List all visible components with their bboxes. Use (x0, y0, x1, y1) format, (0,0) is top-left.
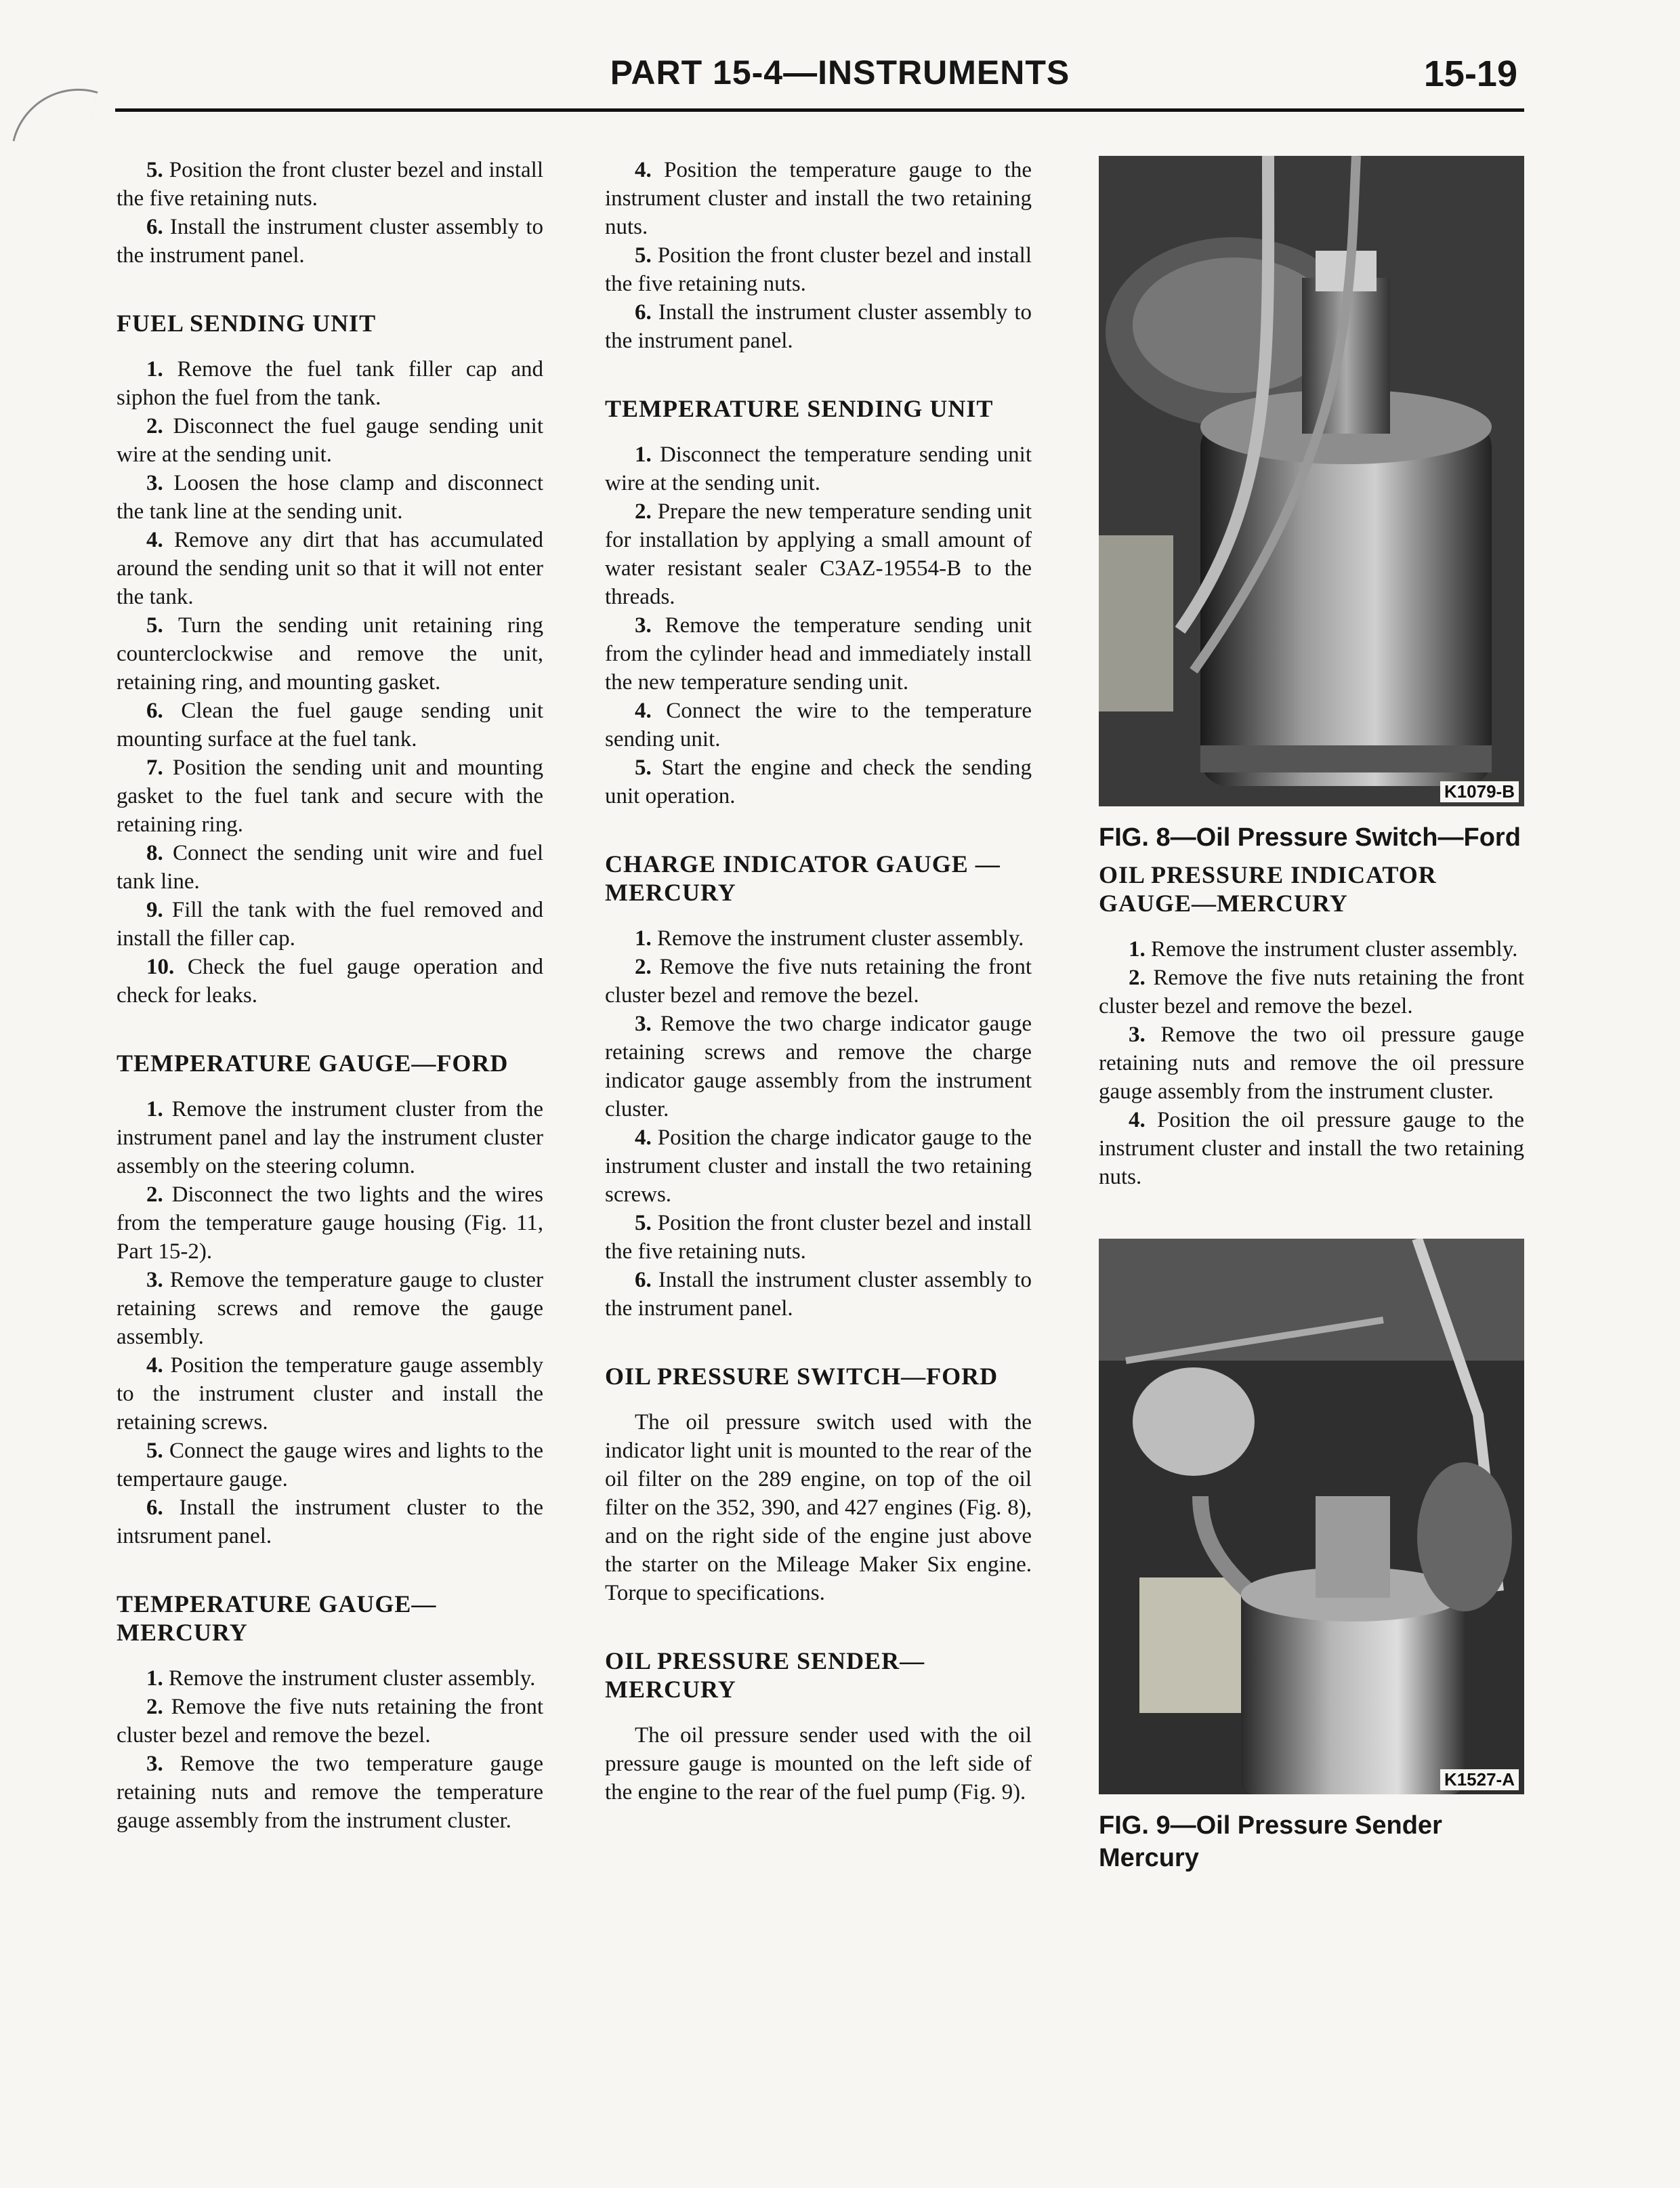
step-number: 2. (146, 1182, 172, 1207)
figure-9-caption: FIG. 9—Oil Pressure Sender Mercury (1099, 1811, 1442, 1872)
step-text: Disconnect the temperature sending unit wire at the sending unit. (605, 442, 1032, 495)
step-number: 1. (635, 442, 660, 467)
column-2 (605, 156, 1032, 1807)
step-text: Remove the temperature sending unit from the cylinder head and immediately install the new temperature sending unit. (605, 613, 1032, 695)
section-heading: TEMPERATURE GAUGE—FORD (117, 1050, 509, 1077)
oil-pressure-sender-illustration (1099, 1239, 1524, 1794)
step-number: 6. (146, 699, 182, 723)
step-number: 3. (635, 613, 665, 638)
step-number: 5. (635, 756, 662, 780)
column-1 (117, 156, 543, 1835)
step-text: Install the instrument cluster assembly to the instrument panel. (117, 215, 543, 268)
step-number: 7. (146, 756, 173, 780)
procedure-step (117, 1750, 543, 1835)
procedure-step (605, 697, 1032, 754)
step-text: Connect the wire to the temperature sending unit. (605, 699, 1032, 751)
step-text: Install the instrument cluster assembly to the instrument panel. (605, 300, 1032, 353)
step-number: 4. (635, 699, 667, 723)
step-text: Position the front cluster bezel and install the five retaining nuts. (605, 1211, 1032, 1264)
step-number: 3. (146, 1752, 180, 1776)
section-heading: TEMPERATURE GAUGE—MERCURY (117, 1590, 437, 1646)
procedure-step (117, 412, 543, 469)
procedure-step (605, 156, 1032, 241)
step-number: 6. (635, 300, 658, 325)
step-number: 1. (146, 1097, 172, 1121)
step-text: Loosen the hose clamp and disconnect the tank line at the sending unit. (117, 471, 543, 524)
step-number: 3. (1129, 1023, 1161, 1047)
step-text: Remove the fuel tank filler cap and siphon the fuel from the tank. (117, 357, 544, 410)
procedure-step (117, 526, 543, 611)
section-heading: CHARGE INDICATOR GAUGE —MERCURY (605, 850, 1001, 906)
step-text: Position the temperature gauge assembly to the instrument cluster and install the retaining screws. (117, 1353, 544, 1434)
figure-8-photo (1099, 156, 1524, 806)
procedure-step (117, 1351, 543, 1437)
procedure-step (605, 1266, 1032, 1323)
figure-8-code: K1079-B (1440, 781, 1519, 802)
step-text: The oil pressure switch used with the indicator light unit is mounted to the rear of the oil filter on the 289 engine, on top of the oil filter on the 352, 390, and 427 engines (Fig. 8), and on the right side of the engine just above the starter on the Mileage Maker Six engine. Torque to specifications. (605, 1410, 1032, 1605)
procedure-step (117, 1095, 543, 1180)
step-number: 2. (1129, 966, 1154, 990)
procedure-step (605, 440, 1032, 497)
step-text: Remove the instrument cluster assembly. (169, 1666, 536, 1691)
step-text: Start the engine and check the sending unit operation. (605, 756, 1032, 808)
procedure-step (117, 355, 543, 412)
step-text: Connect the gauge wires and lights to the tempertaure gauge. (117, 1439, 543, 1491)
figure-9-code: K1527-A (1440, 1769, 1519, 1790)
step-text: Remove the instrument cluster assembly. (657, 926, 1024, 951)
figure-8-caption: FIG. 8—Oil Pressure Switch—Ford (1099, 823, 1521, 852)
procedure-step (117, 839, 543, 896)
procedure-step (117, 1493, 543, 1550)
procedure-step (605, 298, 1032, 355)
step-number: 9. (146, 898, 172, 922)
step-text: Position the front cluster bezel and install the five retaining nuts. (605, 243, 1032, 296)
procedure-step (117, 697, 543, 754)
step-text: Disconnect the fuel gauge sending unit wire at the sending unit. (117, 414, 543, 467)
step-number: 5. (146, 613, 178, 638)
procedure-step (605, 953, 1032, 1010)
procedure-step (117, 1693, 543, 1750)
step-text: Connect the sending unit wire and fuel tank line. (117, 841, 544, 894)
page-number: 15-19 (1423, 54, 1517, 94)
procedure-step (605, 1209, 1032, 1266)
procedure-step (117, 754, 543, 839)
step-text: Remove any dirt that has accumulated around the sending unit so that it will not enter the tank. (117, 528, 543, 609)
step-text: Position the temperature gauge to the instrument cluster and install the two retaining nuts. (605, 158, 1032, 239)
section-heading: OIL PRESSURE SENDER—MERCURY (605, 1647, 925, 1703)
step-text: Fill the tank with the fuel removed and install the filler cap. (117, 898, 543, 951)
procedure-step (605, 241, 1032, 298)
procedure-step (117, 1437, 543, 1493)
procedure-step (117, 1180, 543, 1266)
procedure-step (1099, 964, 1524, 1020)
step-number: 4. (146, 528, 175, 552)
step-number: 4. (146, 1353, 171, 1378)
step-text: Remove the five nuts retaining the front cluster bezel and remove the bezel. (117, 1695, 543, 1748)
procedure-step (605, 754, 1032, 810)
procedure-step (117, 156, 543, 213)
figure-9-photo (1099, 1239, 1524, 1794)
procedure-step (1099, 1106, 1524, 1191)
procedure-step (117, 469, 543, 526)
procedure-step (117, 1664, 543, 1693)
procedure-step (117, 953, 543, 1010)
procedure-step (605, 497, 1032, 611)
step-number: 5. (146, 1439, 169, 1463)
step-number: 2. (146, 414, 173, 438)
step-number: 6. (635, 1268, 658, 1292)
step-number: 5. (146, 158, 169, 182)
step-number: 10. (146, 955, 188, 979)
procedure-step (605, 1010, 1032, 1123)
step-number: 8. (146, 841, 173, 865)
step-text: Prepare the new temperature sending unit for installation by applying a small amount of water resistant sealer C3AZ-19554-B to the threads. (605, 499, 1032, 609)
column-3 (1099, 156, 1524, 1881)
step-number: 6. (146, 215, 170, 239)
step-number: 2. (146, 1695, 171, 1719)
step-number: 2. (635, 499, 658, 524)
step-text: Remove the two charge indicator gauge retaining screws and remove the charge indicator gauge assembly from the instrument cluster. (605, 1012, 1032, 1121)
step-number: 6. (146, 1495, 180, 1520)
section-heading: OIL PRESSURE INDICATOR GAUGE—MERCURY (1099, 861, 1437, 917)
step-number: 4. (635, 158, 665, 182)
oil-filter-switch-illustration (1099, 156, 1524, 806)
step-text: Position the front cluster bezel and install the five retaining nuts. (117, 158, 544, 211)
step-number: 3. (635, 1012, 660, 1036)
step-number: 2. (635, 955, 660, 979)
step-text: The oil pressure sender used with the oil pressure gauge is mounted on the left side of the engine to the rear of the fuel pump (Fig. 9). (605, 1723, 1032, 1804)
step-text: Position the oil pressure gauge to the instrument cluster and install the two retaining nuts. (1099, 1108, 1524, 1189)
step-text: Remove the instrument cluster assembly. (1151, 937, 1518, 962)
procedure-step (605, 611, 1032, 697)
step-text: Remove the five nuts retaining the front cluster bezel and remove the bezel. (605, 955, 1032, 1008)
step-text: Disconnect the two lights and the wires from the temperature gauge housing (Fig. 11, Part 15-2). (117, 1182, 543, 1264)
step-number: 4. (1129, 1108, 1158, 1132)
step-number: 5. (635, 1211, 658, 1235)
step-number: 3. (146, 1268, 170, 1292)
step-number: 5. (635, 243, 658, 268)
step-text: Position the sending unit and mounting gasket to the fuel tank and secure with the retaining ring. (117, 756, 544, 837)
column-3-text (1099, 861, 1524, 1191)
procedure-step (605, 924, 1032, 953)
step-text: Install the instrument cluster assembly to the instrument panel. (605, 1268, 1032, 1321)
body-paragraph (605, 1721, 1032, 1807)
page-title: PART 15-4—INSTRUMENTS (610, 54, 1070, 91)
step-text: Remove the five nuts retaining the front cluster bezel and remove the bezel. (1099, 966, 1525, 1018)
step-number: 1. (1129, 937, 1151, 962)
procedure-step (117, 611, 543, 697)
section-heading: TEMPERATURE SENDING UNIT (605, 395, 994, 422)
step-number: 1. (146, 1666, 169, 1691)
procedure-step (117, 896, 543, 953)
section-heading: OIL PRESSURE SWITCH—FORD (605, 1363, 999, 1390)
step-text: Turn the sending unit retaining ring counterclockwise and remove the unit, retaining ring, and mounting gasket. (117, 613, 543, 695)
step-number: 1. (635, 926, 657, 951)
step-text: Remove the two oil pressure gauge retaining nuts and remove the oil pressure gauge assembly from the instrument cluster. (1099, 1023, 1524, 1104)
step-text: Clean the fuel gauge sending unit mounting surface at the fuel tank. (117, 699, 544, 751)
procedure-step (117, 213, 543, 270)
page-header (115, 47, 1524, 112)
step-number: 1. (146, 357, 177, 381)
step-text: Remove the two temperature gauge retaining nuts and remove the temperature gauge assembly from the instrument cluster. (117, 1752, 544, 1833)
step-number: 4. (635, 1126, 658, 1150)
procedure-step (1099, 1020, 1524, 1106)
step-number: 3. (146, 471, 174, 495)
step-text: Remove the instrument cluster from the instrument panel and lay the instrument cluster assembly on the steering column. (117, 1097, 544, 1178)
scan-corner-mark (12, 73, 98, 159)
step-text: Install the instrument cluster to the intsrument panel. (117, 1495, 543, 1548)
procedure-step (605, 1123, 1032, 1209)
section-heading: FUEL SENDING UNIT (117, 310, 377, 337)
body-paragraph (605, 1408, 1032, 1607)
step-text: Remove the temperature gauge to cluster retaining screws and remove the gauge assembly. (117, 1268, 544, 1349)
step-text: Check the fuel gauge operation and check for leaks. (117, 955, 543, 1008)
procedure-step (1099, 935, 1524, 964)
procedure-step (117, 1266, 543, 1351)
step-text: Position the charge indicator gauge to the instrument cluster and install the two retaining screws. (605, 1126, 1032, 1207)
